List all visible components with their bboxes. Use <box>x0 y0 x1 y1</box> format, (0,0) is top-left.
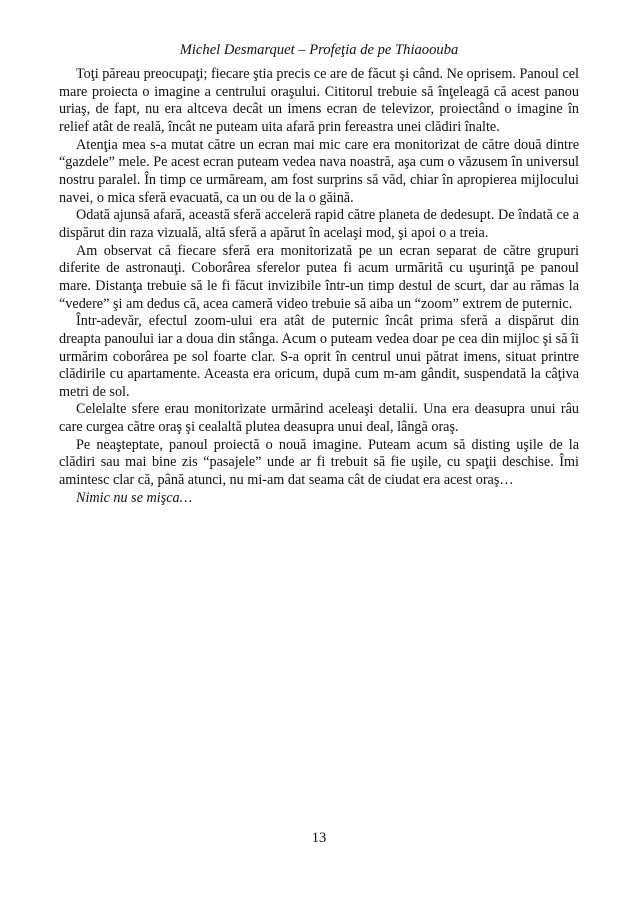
paragraph: Într-adevăr, efectul zoom-ului era atât de puternic încât prima sferă a dispărut din dreapta panoului iar a doua din stânga. Acum o puteam vedea doar pe cea din mijloc şi să îi urmărim coborârea pe sol foarte clar. S-a oprit în centrul unui pătrat imens, situat printre clădirile cu apartamente. Aceasta era oricum, după cum m-am gândit, suspendată la câţiva metri de sol. <box>59 313 579 400</box>
body-text <box>59 66 579 507</box>
closing-line: Nimic nu se mişca… <box>76 489 193 506</box>
paragraph: Toţi păreau preocupaţi; fiecare ştia precis ce are de făcut şi când. Ne oprisem. Panoul cel mare proiecta o imagine a centrului oraşului. Cititorul trebuie să înţeleagă că acest panou uriaş, de fapt, nu era altceva decât un imens ecran de televizor, proiectând o imagine în relief atât de reală, încât ne puteam uita afară prin fereastra unei clădiri înalte. <box>59 66 579 135</box>
running-header: Michel Desmarquet – Profeţia de pe Thiaoouba <box>179 42 459 58</box>
paragraph: Pe neaşteptate, panoul proiectă o nouă imagine. Puteam acum să disting uşile de la clădiri sau mai bine zis “pasajele” unde ar fi trebuit să fie uşile, cu spaţii deschise. Îmi amintesc clar că, până atunci, nu mi-am dat seama cât de ciudat era acest oraş… <box>59 436 579 489</box>
paragraph: Atenţia mea s-a mutat către un ecran mai mic care era monitorizat de către două dintre “gazdele” mele. Pe acest ecran puteam vedea nava noastră, aşa cum o văzusem în universul nostru paralel. În timp ce urmăream, am fost surprins să văd, chiar în apropierea mijlocului navei, o mica sferă evacuată, ca un ou de la o găină. <box>59 136 579 206</box>
page-number: 13 <box>311 830 327 846</box>
paragraph: Celelalte sfere erau monitorizate urmărind aceleaşi detalii. Una era deasupra unui râu care curgea către oraş şi cealaltă plutea deasupra unui deal, lângă oraş. <box>59 401 579 436</box>
paragraph: Odată ajunsă afară, această sferă acceleră rapid către planeta de dedesupt. De îndată ce a dispărut din raza vizuală, altă sferă a apărut în acelaşi mod, şi apoi o a treia. <box>59 207 579 241</box>
paragraph: Am observat că fiecare sferă era monitorizată pe un ecran separat de către grupuri diferite de astronauţi. Coborârea sferelor putea fi acum urmărită cu uşurinţă pe panoul mare. Distanţa trebuie să le fi făcut invizibile într-un timp destul de scurt, dar au rămas la “vedere” şi am dedus că, acea cameră video trebuie să aiba un “zoom” extrem de puternic. <box>59 242 579 312</box>
